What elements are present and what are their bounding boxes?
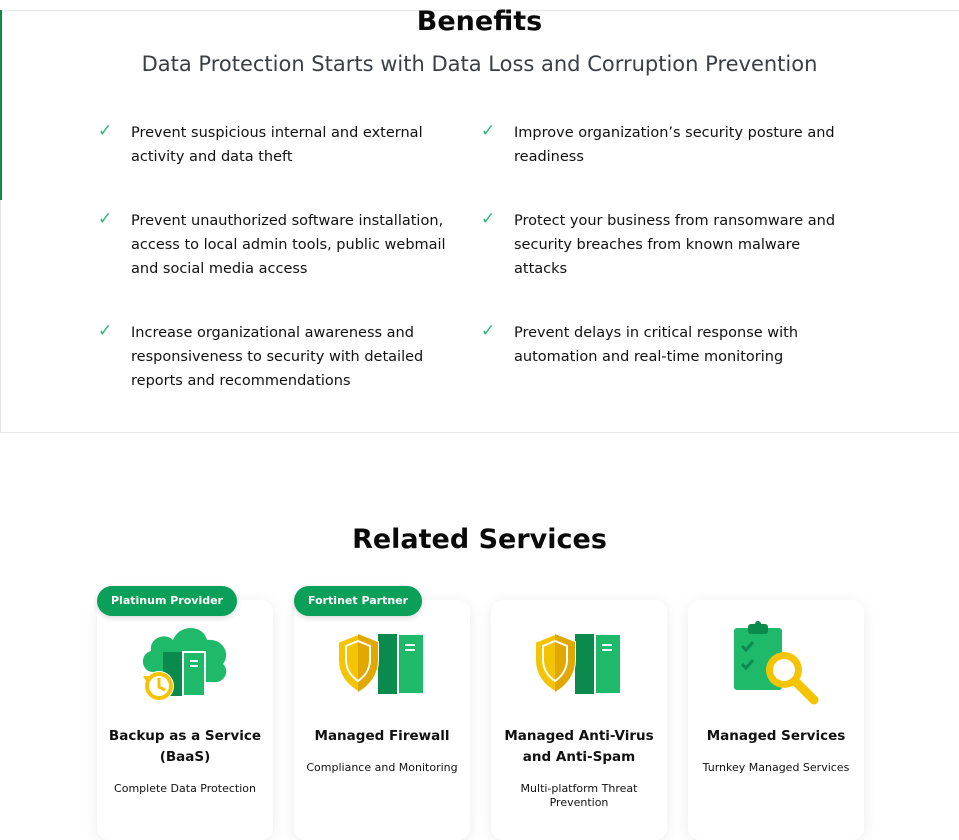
shield-server-icon [332, 620, 432, 706]
benefit-item [481, 121, 854, 169]
check-icon: ✓ [481, 209, 496, 229]
check-icon: ✓ [481, 321, 496, 341]
benefit-text: Prevent delays in critical response with automation and real-time monitoring [514, 325, 799, 365]
benefit-item [98, 209, 471, 281]
card-description: Compliance and Monitoring [306, 761, 458, 774]
benefit-text: Increase organizational awareness and responsiveness to security with detailed reports and recommendations [131, 325, 424, 389]
benefit-item [98, 121, 471, 169]
benefit-text: Prevent suspicious internal and external activity and data theft [131, 125, 423, 165]
check-icon: ✓ [481, 121, 496, 141]
cloud-backup-icon [135, 620, 235, 706]
platinum-provider-badge: Platinum Provider [97, 586, 237, 616]
clipboard-search-icon [726, 620, 826, 706]
card-description: Multi-platform Threat Prevention [520, 782, 638, 809]
service-card-antivirus[interactable] [491, 600, 667, 840]
card-title: Managed Services [706, 728, 846, 744]
card-title: Backup as a Service (BaaS) [108, 728, 262, 765]
service-card-firewall[interactable] [294, 600, 470, 840]
card-title: Managed Anti-Virus and Anti-Spam [504, 728, 654, 765]
benefit-text: Improve organization’s security posture and readiness [514, 125, 835, 165]
benefits-subtitle: Data Protection Starts with Data Loss and Corruption Prevention [141, 52, 818, 76]
fortinet-partner-badge: Fortinet Partner [294, 586, 422, 616]
check-icon: ✓ [98, 209, 113, 229]
benefit-item [481, 321, 854, 369]
accent-bar [0, 10, 2, 200]
card-description: Turnkey Managed Services [702, 761, 850, 774]
shield-server-icon [529, 620, 629, 706]
benefit-text: Protect your business from ransomware and security breaches from known malware attacks [514, 213, 836, 277]
check-icon: ✓ [98, 321, 113, 341]
benefits-title: Benefits [416, 6, 543, 37]
card-title: Managed Firewall [314, 728, 450, 744]
benefit-item [481, 209, 854, 281]
related-services-title: Related Services [352, 524, 607, 555]
service-card-backup[interactable] [97, 600, 273, 840]
card-description: Complete Data Protection [114, 782, 256, 795]
service-card-managed[interactable] [688, 600, 864, 840]
benefit-text: Prevent unauthorized software installation, access to local admin tools, public webmail and social media access [131, 213, 446, 277]
check-icon: ✓ [98, 121, 113, 141]
benefit-item [98, 321, 471, 393]
